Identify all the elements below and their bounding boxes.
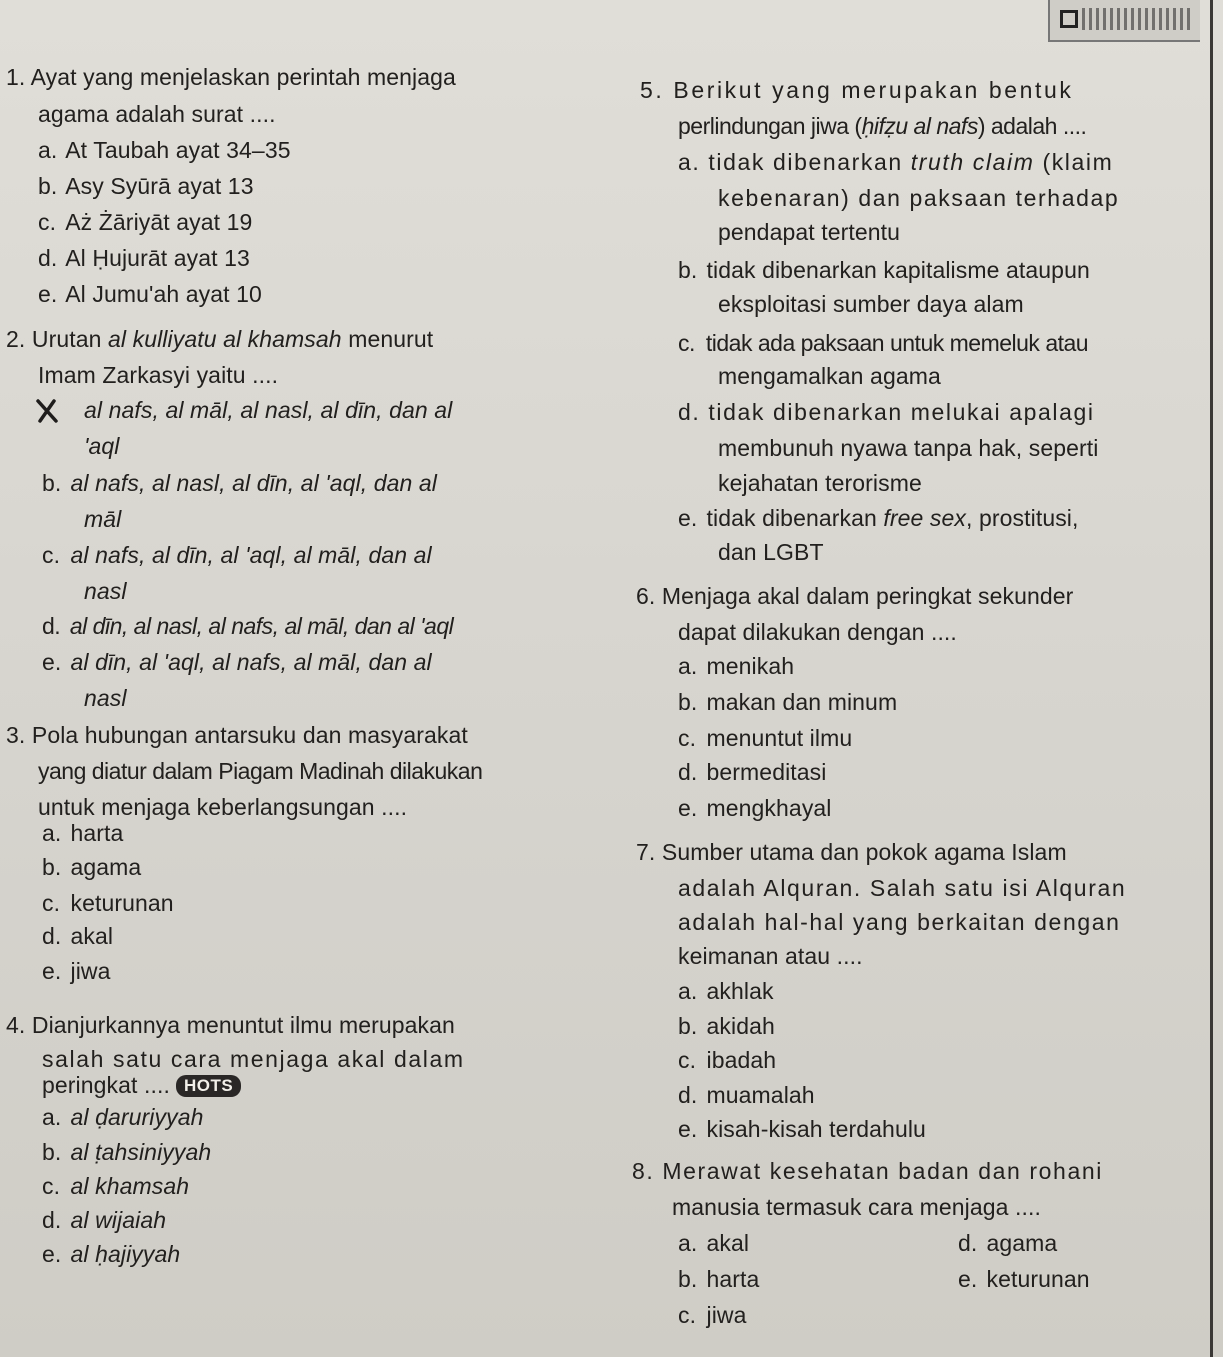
q8-option-c[interactable]: c. jiwa <box>678 1302 747 1328</box>
q3-option-a[interactable]: a. harta <box>42 820 124 846</box>
q4-option-d[interactable]: d. al wijaiah <box>42 1207 167 1233</box>
q8-option-a[interactable]: a. akal <box>678 1230 750 1256</box>
cross-mark-icon <box>32 397 62 425</box>
q1-stem-2: agama adalah surat .... <box>38 101 276 127</box>
q2-option-a[interactable]: al nafs, al māl, al nasl, al dīn, dan al <box>84 397 453 423</box>
q1-option-c[interactable]: c. Aż Żāriyāt ayat 19 <box>38 209 253 235</box>
q2-stem-2: Imam Zarkasyi yaitu .... <box>38 362 279 388</box>
q5-stem-1: 5. Berikut yang merupakan bentuk <box>640 77 1074 103</box>
q8-stem-1: 8. Merawat kesehatan badan dan rohani <box>632 1158 1103 1184</box>
q6-option-d[interactable]: d. bermeditasi <box>678 759 827 785</box>
q8-option-e[interactable]: e. keturunan <box>958 1266 1090 1292</box>
q2-option-e[interactable]: e. al dīn, al 'aql, al nafs, al māl, dan al <box>42 649 432 675</box>
q5-option-d-cont-1: membunuh nyawa tanpa hak, seperti <box>718 435 1099 461</box>
q7-option-d[interactable]: d. muamalah <box>678 1082 815 1108</box>
q8-option-b[interactable]: b. harta <box>678 1266 760 1292</box>
q7-stem-4: keimanan atau .... <box>678 943 863 969</box>
page-edge <box>1210 0 1213 1357</box>
q2-option-b-cont: māl <box>84 506 122 532</box>
q5-option-e[interactable]: e. tidak dibenarkan free sex, prostitusi, <box>678 505 1079 531</box>
q1-option-d[interactable]: d. Al Ḥujurāt ayat 13 <box>38 245 250 271</box>
q1-option-e[interactable]: e. Al Jumu'ah ayat 10 <box>38 281 262 307</box>
q5-option-b-cont: eksploitasi sumber daya alam <box>718 291 1024 317</box>
q7-option-e[interactable]: e. kisah-kisah terdahulu <box>678 1116 926 1142</box>
q5-option-d[interactable]: d. tidak dibenarkan melukai apalagi <box>678 399 1095 425</box>
q6-option-c[interactable]: c. menuntut ilmu <box>678 725 853 751</box>
q2-option-d[interactable]: d. al dīn, al nasl, al nafs, al māl, dan al 'aql <box>42 613 454 639</box>
q8-stem-2: manusia termasuk cara menjaga .... <box>672 1194 1042 1220</box>
q3-stem-2: yang diatur dalam Piagam Madinah dilakukan <box>38 758 483 784</box>
q3-stem-3: untuk menjaga keberlangsungan .... <box>38 794 408 820</box>
q4-stem-3: peringkat .... HOTS <box>42 1071 241 1099</box>
q6-option-e[interactable]: e. mengkhayal <box>678 795 832 821</box>
q7-stem-3: adalah hal-hal yang berkaitan dengan <box>678 909 1121 935</box>
q7-option-a[interactable]: a. akhlak <box>678 978 774 1004</box>
q5-option-a-cont-1: kebenaran) dan paksaan terhadap <box>718 185 1120 211</box>
q7-stem-2: adalah Alquran. Salah satu isi Alquran <box>678 875 1127 901</box>
q6-stem-1: 6. Menjaga akal dalam peringkat sekunder <box>636 583 1074 609</box>
q2-option-a-cont: 'aql <box>84 433 120 459</box>
q7-option-b[interactable]: b. akidah <box>678 1013 775 1039</box>
q3-option-e[interactable]: e. jiwa <box>42 958 111 984</box>
q7-option-c[interactable]: c. ibadah <box>678 1047 777 1073</box>
q5-option-a-cont-2: pendapat tertentu <box>718 219 901 245</box>
q4-stem-1: 4. Dianjurkannya menuntut ilmu merupakan <box>6 1012 455 1038</box>
q2-option-c[interactable]: c. al nafs, al dīn, al 'aql, al māl, dan al <box>42 542 432 568</box>
q3-option-b[interactable]: b. agama <box>42 854 142 880</box>
hots-badge: HOTS <box>176 1075 241 1097</box>
q2-option-c-cont: nasl <box>84 578 127 604</box>
q4-option-b[interactable]: b. al ṭahsiniyyah <box>42 1139 212 1165</box>
q5-option-e-cont: dan LGBT <box>718 539 824 565</box>
q6-stem-2: dapat dilakukan dengan .... <box>678 619 957 645</box>
q6-option-a[interactable]: a. menikah <box>678 653 795 679</box>
q1-stem-1: 1. Ayat yang menjelaskan perintah menjaga <box>6 64 456 90</box>
q5-option-c-cont: mengamalkan agama <box>718 363 941 389</box>
q5-option-d-cont-2: kejahatan terorisme <box>718 470 922 496</box>
q5-option-c[interactable]: c. tidak ada paksaan untuk memeluk atau <box>678 330 1089 356</box>
q6-option-b[interactable]: b. makan dan minum <box>678 689 898 715</box>
q4-stem-2: salah satu cara menjaga akal dalam <box>42 1046 465 1072</box>
q3-stem-1: 3. Pola hubungan antarsuku dan masyarakat <box>6 722 468 748</box>
q4-option-e[interactable]: e. al ḥajiyyah <box>42 1241 181 1267</box>
q5-option-a[interactable]: a. tidak dibenarkan truth claim (klaim <box>678 149 1114 175</box>
q4-option-c[interactable]: c. al khamsah <box>42 1173 190 1199</box>
q2-option-e-cont: nasl <box>84 685 127 711</box>
q2-option-b[interactable]: b. al nafs, al nasl, al dīn, al 'aql, dan al <box>42 470 437 496</box>
q1-option-a[interactable]: a. At Taubah ayat 34–35 <box>38 137 291 163</box>
q3-option-c[interactable]: c. keturunan <box>42 890 174 916</box>
q4-option-a[interactable]: a. al ḍaruriyyah <box>42 1104 204 1130</box>
q7-stem-1: 7. Sumber utama dan pokok agama Islam <box>636 839 1067 865</box>
q2-stem-1: 2. Urutan al kulliyatu al khamsah menurut <box>6 326 434 352</box>
qr-code <box>1048 0 1200 42</box>
q5-stem-2: perlindungan jiwa (ḥifẓu al nafs) adalah .... <box>678 113 1087 139</box>
q5-option-b[interactable]: b. tidak dibenarkan kapitalisme ataupun <box>678 257 1090 283</box>
q3-option-d[interactable]: d. akal <box>42 923 114 949</box>
q1-option-b[interactable]: b. Asy Syūrā ayat 13 <box>38 173 254 199</box>
q8-option-d[interactable]: d. agama <box>958 1230 1058 1256</box>
